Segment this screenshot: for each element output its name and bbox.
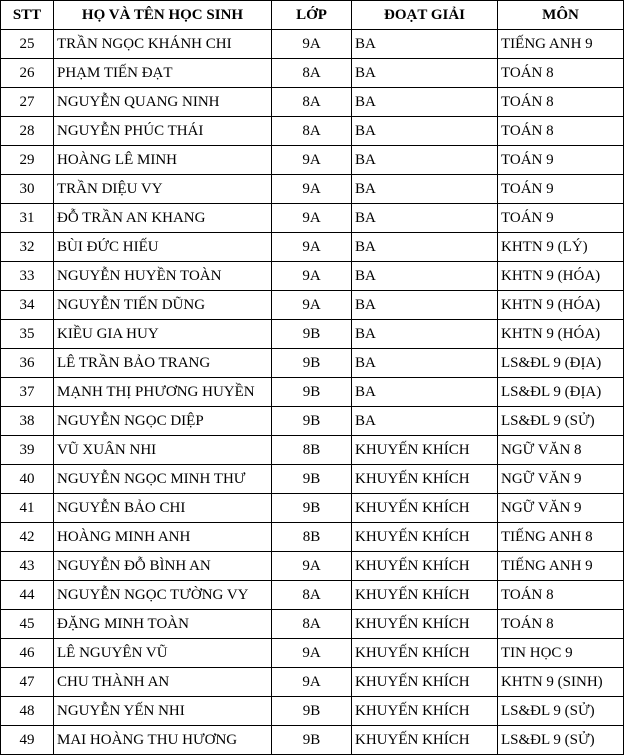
table-row (1, 436, 624, 465)
cell-stt: 39 (1, 436, 54, 465)
cell-class: 8A (272, 581, 352, 610)
cell-student-name: LÊ NGUYÊN VŨ (54, 639, 272, 668)
cell-student-name: NGUYỄN QUANG NINH (54, 88, 272, 117)
cell-subject: LS&ĐL 9 (SỬ) (498, 726, 624, 755)
cell-award: BA (352, 59, 498, 88)
table-row (1, 668, 624, 697)
cell-stt: 46 (1, 639, 54, 668)
cell-subject: TOÁN 9 (498, 146, 624, 175)
cell-student-name: CHU THÀNH AN (54, 668, 272, 697)
cell-subject: LS&ĐL 9 (SỬ) (498, 697, 624, 726)
cell-class: 9B (272, 378, 352, 407)
cell-stt: 34 (1, 291, 54, 320)
cell-subject: TIẾNG ANH 9 (498, 30, 624, 59)
table-row (1, 291, 624, 320)
cell-student-name: BÙI ĐỨC HIẾU (54, 233, 272, 262)
cell-stt: 45 (1, 610, 54, 639)
cell-class: 9A (272, 146, 352, 175)
cell-stt: 42 (1, 523, 54, 552)
cell-award: BA (352, 117, 498, 146)
cell-student-name: MAI HOÀNG THU HƯƠNG (54, 726, 272, 755)
cell-student-name: HOÀNG MINH ANH (54, 523, 272, 552)
header-row (1, 1, 624, 30)
cell-student-name: KIỀU GIA HUY (54, 320, 272, 349)
header-award: ĐOẠT GIẢI (352, 1, 498, 30)
cell-subject: KHTN 9 (HÓA) (498, 320, 624, 349)
cell-class: 9B (272, 465, 352, 494)
cell-student-name: MẠNH THỊ PHƯƠNG HUYỀN (54, 378, 272, 407)
cell-stt: 48 (1, 697, 54, 726)
table-body (1, 30, 624, 755)
cell-subject: TOÁN 9 (498, 175, 624, 204)
table-row (1, 349, 624, 378)
cell-student-name: PHẠM TIẾN ĐẠT (54, 59, 272, 88)
cell-class: 9A (272, 262, 352, 291)
cell-student-name: NGUYỄN HUYỀN TOÀN (54, 262, 272, 291)
header-student-name: HỌ VÀ TÊN HỌC SINH (54, 1, 272, 30)
cell-award: BA (352, 407, 498, 436)
cell-stt: 27 (1, 88, 54, 117)
table-row (1, 552, 624, 581)
cell-subject: NGỮ VĂN 9 (498, 465, 624, 494)
cell-award: BA (352, 146, 498, 175)
cell-award: BA (352, 291, 498, 320)
table-row (1, 378, 624, 407)
cell-class: 8A (272, 88, 352, 117)
cell-class: 8A (272, 610, 352, 639)
cell-class: 9A (272, 30, 352, 59)
cell-class: 9A (272, 639, 352, 668)
table-row (1, 175, 624, 204)
cell-student-name: NGUYỄN NGỌC DIỆP (54, 407, 272, 436)
cell-student-name: LÊ TRẦN BẢO TRANG (54, 349, 272, 378)
cell-student-name: NGUYỄN TIẾN DŨNG (54, 291, 272, 320)
table-row (1, 233, 624, 262)
cell-class: 9A (272, 175, 352, 204)
table-row (1, 30, 624, 59)
table-row (1, 320, 624, 349)
cell-class: 9B (272, 349, 352, 378)
cell-subject: TIẾNG ANH 9 (498, 552, 624, 581)
cell-student-name: NGUYỄN BẢO CHI (54, 494, 272, 523)
cell-subject: KHTN 9 (SINH) (498, 668, 624, 697)
cell-subject: KHTN 9 (LÝ) (498, 233, 624, 262)
cell-stt: 40 (1, 465, 54, 494)
table-row (1, 726, 624, 755)
cell-subject: TIN HỌC 9 (498, 639, 624, 668)
cell-student-name: VŨ XUÂN NHI (54, 436, 272, 465)
cell-student-name: NGUYỄN PHÚC THÁI (54, 117, 272, 146)
cell-class: 9A (272, 552, 352, 581)
cell-subject: TOÁN 8 (498, 581, 624, 610)
cell-stt: 38 (1, 407, 54, 436)
cell-class: 9B (272, 726, 352, 755)
table-row (1, 581, 624, 610)
cell-award: KHUYẾN KHÍCH (352, 668, 498, 697)
cell-award: BA (352, 30, 498, 59)
table-row (1, 407, 624, 436)
cell-award: BA (352, 349, 498, 378)
cell-award: KHUYẾN KHÍCH (352, 465, 498, 494)
cell-student-name: NGUYỄN YẾN NHI (54, 697, 272, 726)
cell-stt: 47 (1, 668, 54, 697)
table-row (1, 117, 624, 146)
cell-award: BA (352, 204, 498, 233)
cell-student-name: NGUYỄN NGỌC MINH THƯ (54, 465, 272, 494)
cell-stt: 35 (1, 320, 54, 349)
cell-subject: NGỮ VĂN 8 (498, 436, 624, 465)
header-class: LỚP (272, 1, 352, 30)
cell-stt: 49 (1, 726, 54, 755)
table-row (1, 59, 624, 88)
cell-subject: LS&ĐL 9 (SỬ) (498, 407, 624, 436)
cell-subject: LS&ĐL 9 (ĐỊA) (498, 378, 624, 407)
cell-subject: TOÁN 8 (498, 610, 624, 639)
cell-stt: 31 (1, 204, 54, 233)
cell-class: 9B (272, 697, 352, 726)
cell-class: 9B (272, 407, 352, 436)
cell-subject: TOÁN 8 (498, 88, 624, 117)
cell-class: 8B (272, 523, 352, 552)
table-row (1, 610, 624, 639)
cell-award: BA (352, 262, 498, 291)
table-row (1, 146, 624, 175)
cell-class: 9B (272, 320, 352, 349)
table-row (1, 88, 624, 117)
cell-student-name: TRẦN DIỆU VY (54, 175, 272, 204)
cell-award: BA (352, 378, 498, 407)
cell-stt: 37 (1, 378, 54, 407)
cell-award: KHUYẾN KHÍCH (352, 523, 498, 552)
cell-stt: 33 (1, 262, 54, 291)
cell-stt: 30 (1, 175, 54, 204)
cell-student-name: ĐẶNG MINH TOÀN (54, 610, 272, 639)
cell-student-name: NGUYỄN ĐỖ BÌNH AN (54, 552, 272, 581)
cell-stt: 32 (1, 233, 54, 262)
cell-stt: 29 (1, 146, 54, 175)
table-row (1, 204, 624, 233)
cell-subject: LS&ĐL 9 (ĐỊA) (498, 349, 624, 378)
cell-award: BA (352, 175, 498, 204)
cell-class: 8A (272, 59, 352, 88)
header-subject: MÔN (498, 1, 624, 30)
cell-award: BA (352, 320, 498, 349)
cell-award: KHUYẾN KHÍCH (352, 436, 498, 465)
cell-subject: NGỮ VĂN 9 (498, 494, 624, 523)
cell-stt: 25 (1, 30, 54, 59)
cell-class: 9A (272, 291, 352, 320)
cell-stt: 26 (1, 59, 54, 88)
cell-award: KHUYẾN KHÍCH (352, 697, 498, 726)
table-row (1, 494, 624, 523)
cell-class: 9A (272, 204, 352, 233)
cell-subject: TIẾNG ANH 8 (498, 523, 624, 552)
cell-student-name: HOÀNG LÊ MINH (54, 146, 272, 175)
cell-stt: 44 (1, 581, 54, 610)
cell-subject: TOÁN 9 (498, 204, 624, 233)
table-row (1, 697, 624, 726)
cell-subject: KHTN 9 (HÓA) (498, 291, 624, 320)
cell-stt: 28 (1, 117, 54, 146)
cell-student-name: ĐỖ TRẦN AN KHANG (54, 204, 272, 233)
cell-award: BA (352, 233, 498, 262)
cell-stt: 43 (1, 552, 54, 581)
cell-student-name: NGUYỄN NGỌC TƯỜNG VY (54, 581, 272, 610)
cell-award: KHUYẾN KHÍCH (352, 726, 498, 755)
cell-class: 9B (272, 494, 352, 523)
cell-class: 8A (272, 117, 352, 146)
cell-award: KHUYẾN KHÍCH (352, 494, 498, 523)
table-row (1, 262, 624, 291)
cell-stt: 36 (1, 349, 54, 378)
cell-award: KHUYẾN KHÍCH (352, 552, 498, 581)
cell-award: KHUYẾN KHÍCH (352, 581, 498, 610)
cell-subject: TOÁN 8 (498, 117, 624, 146)
table-row (1, 465, 624, 494)
header-stt: STT (1, 1, 54, 30)
cell-subject: TOÁN 8 (498, 59, 624, 88)
cell-class: 9A (272, 668, 352, 697)
cell-subject: KHTN 9 (HÓA) (498, 262, 624, 291)
cell-award: KHUYẾN KHÍCH (352, 610, 498, 639)
cell-award: KHUYẾN KHÍCH (352, 639, 498, 668)
table-row (1, 523, 624, 552)
table-row (1, 639, 624, 668)
cell-class: 9A (272, 233, 352, 262)
cell-student-name: TRẦN NGỌC KHÁNH CHI (54, 30, 272, 59)
cell-award: BA (352, 88, 498, 117)
cell-stt: 41 (1, 494, 54, 523)
cell-class: 8B (272, 436, 352, 465)
